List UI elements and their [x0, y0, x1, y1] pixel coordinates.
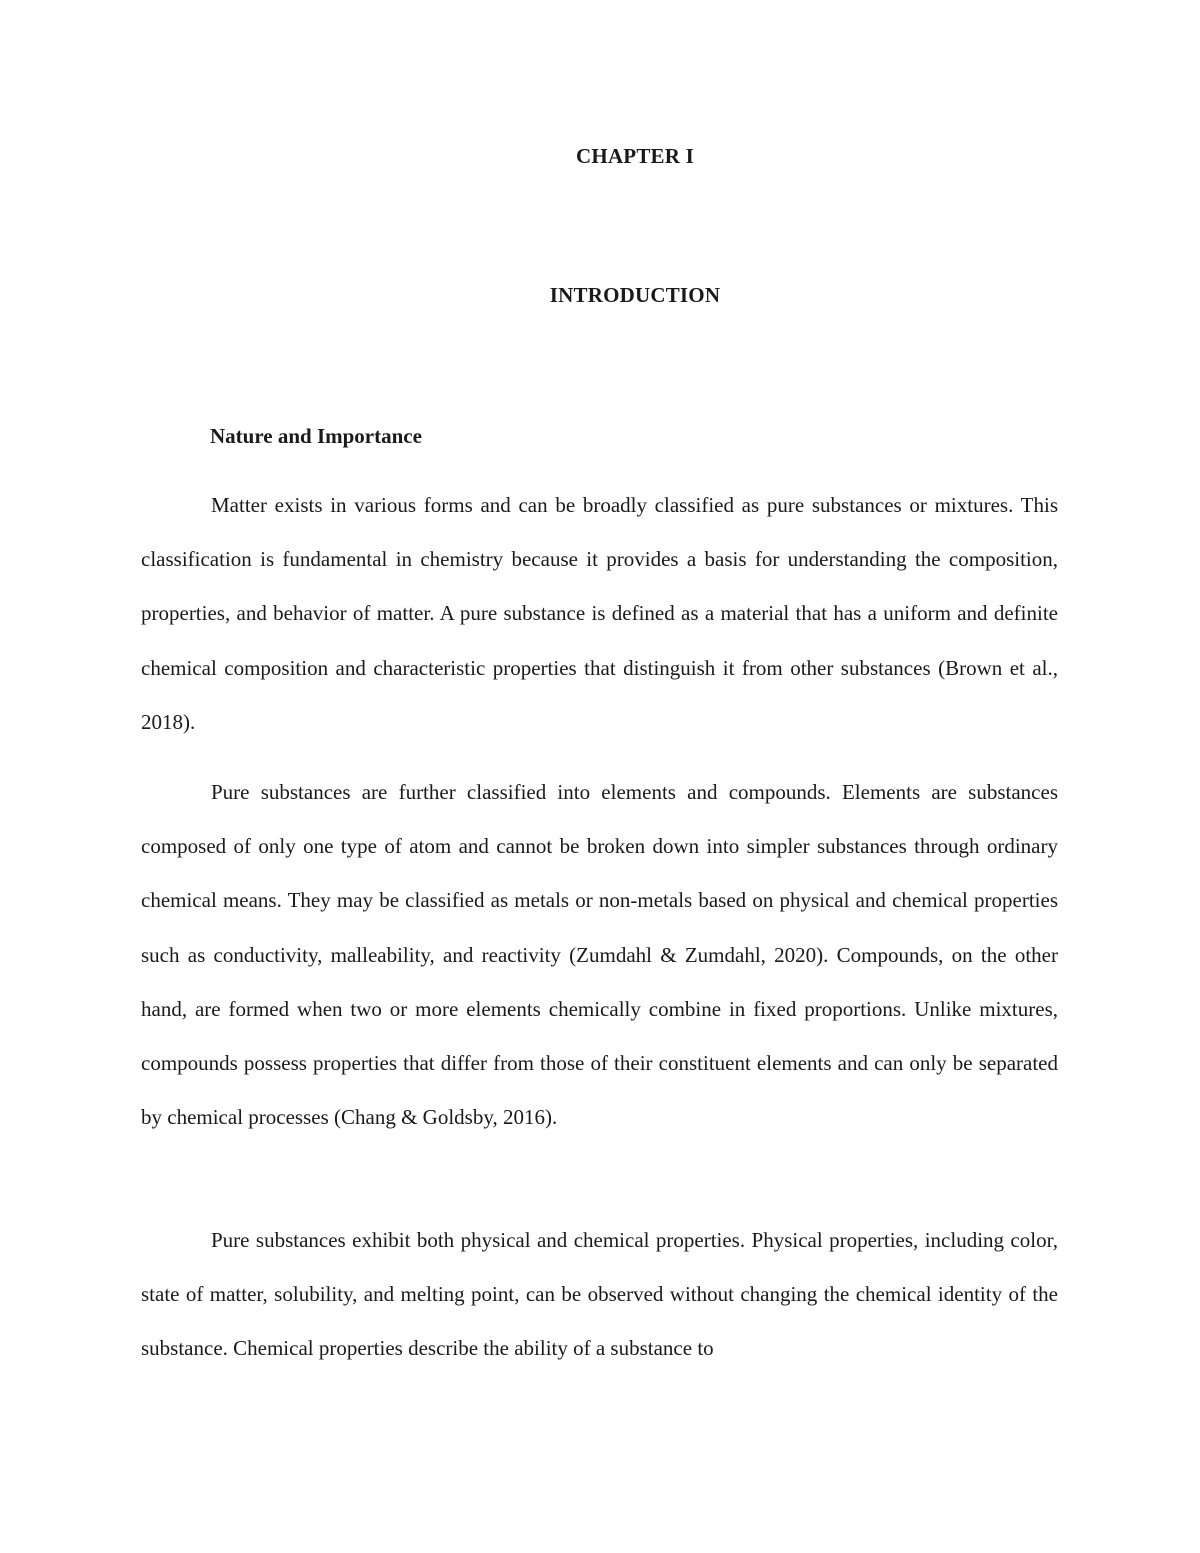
paragraph: Pure substances exhibit both physical and chemical properties. Physical properties, including color, state of matter, solubility, and melting point, can be observed without changing the chemical identity of the substance. Chemical properties describe the ability of a substance to — [141, 1228, 1058, 1361]
subheading: Nature and Importance — [210, 424, 422, 448]
paragraph: Pure substances are further classified into elements and compounds. Elements are substances composed of only one type of atom and cannot be broken down into simpler substances through ordinary chemical means. They may be classified as metals or non-metals based on physical and chemical properties such as conductivity, malleability, and reactivity (Zumdahl & Zumdahl, 2020). Compounds, on the other hand, are formed when two or more elements chemically combine in fixed proportions. Unlike mixtures, compounds possess properties that differ from those of their constituent elements and can only be separated by chemical processes (Chang & Goldsby, 2016). — [141, 780, 1058, 1130]
chapter-label: CHAPTER I — [576, 144, 694, 168]
section-title: INTRODUCTION — [549, 283, 721, 307]
paragraph: Matter exists in various forms and can be broadly classified as pure substances or mixtures. This classification is fundamental in chemistry because it provides a basis for understanding the composition, properties, and behavior of matter. A pure substance is defined as a material that has a uniform and definite chemical composition and characteristic properties that distinguish it from other substances (Brown et al., 2018). — [141, 493, 1058, 734]
